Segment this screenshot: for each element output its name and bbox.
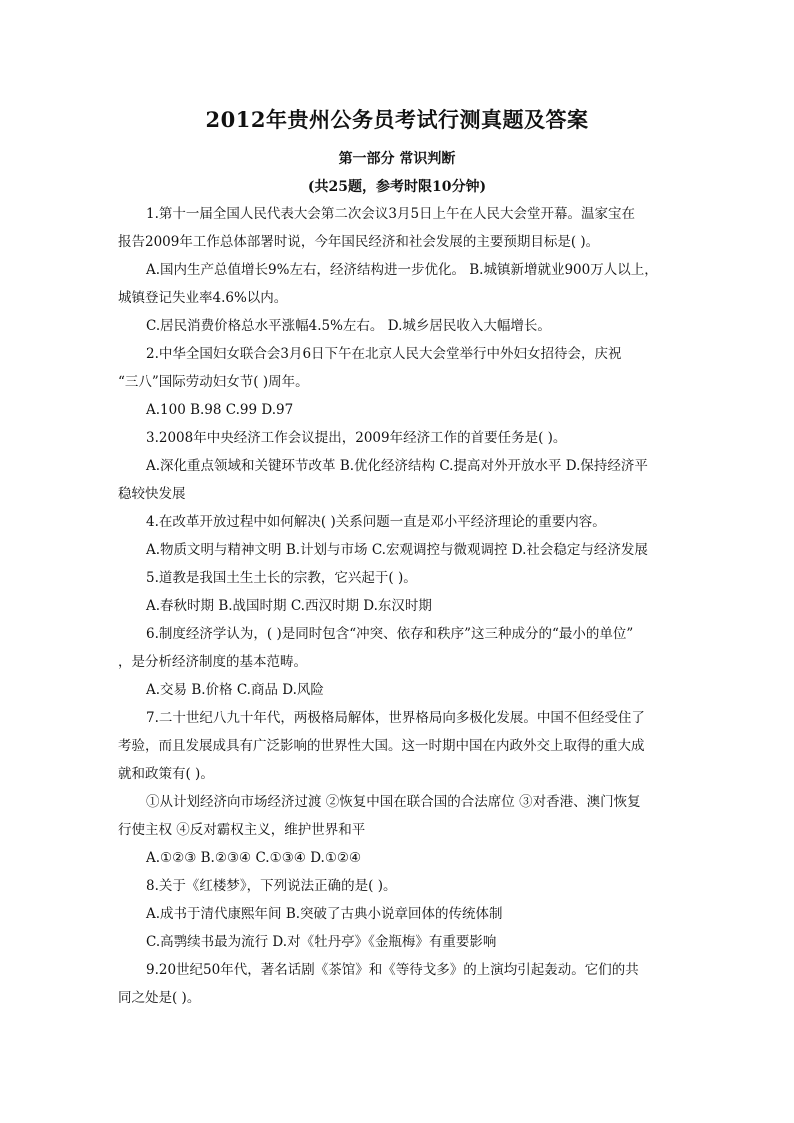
text-line: “三八”国际劳动妇女节( )周年。 (118, 374, 309, 390)
text-line: A.物质文明与精神文明 B.计划与市场 C.宏观调控与微观调控 D.社会稳定与经济发展 (146, 542, 648, 558)
text-line: 9.20世纪50年代，著名话剧《茶馆》和《等待戈多》的上演均引起轰动。它们的共 (146, 962, 639, 978)
text-line: ，是分析经济制度的基本范畴。 (118, 654, 307, 670)
text-line: A.国内生产总值增长9%左右，经济结构进一步优化。 B.城镇新增就业900万人以上， (146, 262, 658, 278)
text-line: 6.制度经济学认为，( )是同时包含“冲突、依存和秩序”这三种成分的“最小的单位” (146, 626, 634, 642)
text-line: A.成书于清代康熙年间 B.突破了古典小说章回体的传统体制 (146, 906, 503, 922)
text-line: A.①②③ B.②③④ C.①③④ D.①②④ (146, 850, 362, 866)
text-line: 城镇登记失业率4.6%以内。 (118, 290, 288, 306)
text-line: 5.道教是我国土生土长的宗教，它兴起于( )。 (146, 570, 417, 586)
text-line: 报告2009年工作总体部署时说，今年国民经济和社会发展的主要预期目标是( )。 (118, 234, 600, 250)
text-line: 3.2008年中央经济工作会议提出，2009年经济工作的首要任务是( )。 (146, 430, 567, 446)
text-line: A.交易 B.价格 C.商品 D.风险 (146, 682, 324, 698)
text-line: ①从计划经济向市场经济过渡 ②恢复中国在联合国的合法席位 ③对香港、澳门恢复 (146, 794, 641, 810)
text-line: 4.在改革开放过程中如何解决( )关系问题一直是邓小平经济理论的重要内容。 (146, 514, 606, 530)
text-line: 7.二十世纪八九十年代，两极格局解体，世界格局向多极化发展。中国不但经受住了 (146, 710, 645, 726)
section-subtitle: (共25题，参考时限10分钟) (307, 179, 487, 195)
text-line: 稳较快发展 (118, 486, 186, 502)
text-line: A.深化重点领域和关键环节改革 B.优化经济结构 C.提高对外开放水平 D.保持经济平 (146, 458, 648, 474)
text-line: C.高鹗续书最为流行 D.对《牡丹亭》《金瓶梅》有重要影响 (146, 934, 497, 950)
text-line: C.居民消费价格总水平涨幅4.5%左右。 D.城乡居民收入大幅增长。 (146, 318, 551, 334)
text-line: 就和政策有( )。 (118, 766, 214, 782)
text-line: A.100 B.98 C.99 D.97 (146, 402, 294, 418)
question-body (118, 200, 678, 1012)
text-line: A.春秋时期 B.战国时期 C.西汉时期 D.东汉时期 (146, 598, 432, 614)
text-line: 同之处是( )。 (118, 990, 201, 1006)
text-line: 2.中华全国妇女联合会3月6日下午在北京人民大会堂举行中外妇女招待会，庆祝 (146, 346, 622, 362)
document-title: 2012年贵州公务员考试行测真题及答案 (205, 107, 589, 132)
text-line: 8.关于《红楼梦》，下列说法正确的是( )。 (146, 878, 397, 894)
text-line: 行使主权 ④反对霸权主义，维护世界和平 (118, 822, 366, 838)
text-line: 1.第十一届全国人民代表大会第二次会议3月5日上午在人民大会堂开幕。温家宝在 (146, 206, 636, 222)
text-line: 考验，而且发展成具有广泛影响的世界性大国。这一时期中国在内政外交上取得的重大成 (118, 738, 645, 754)
section-title: 第一部分 常识判断 (338, 151, 456, 167)
